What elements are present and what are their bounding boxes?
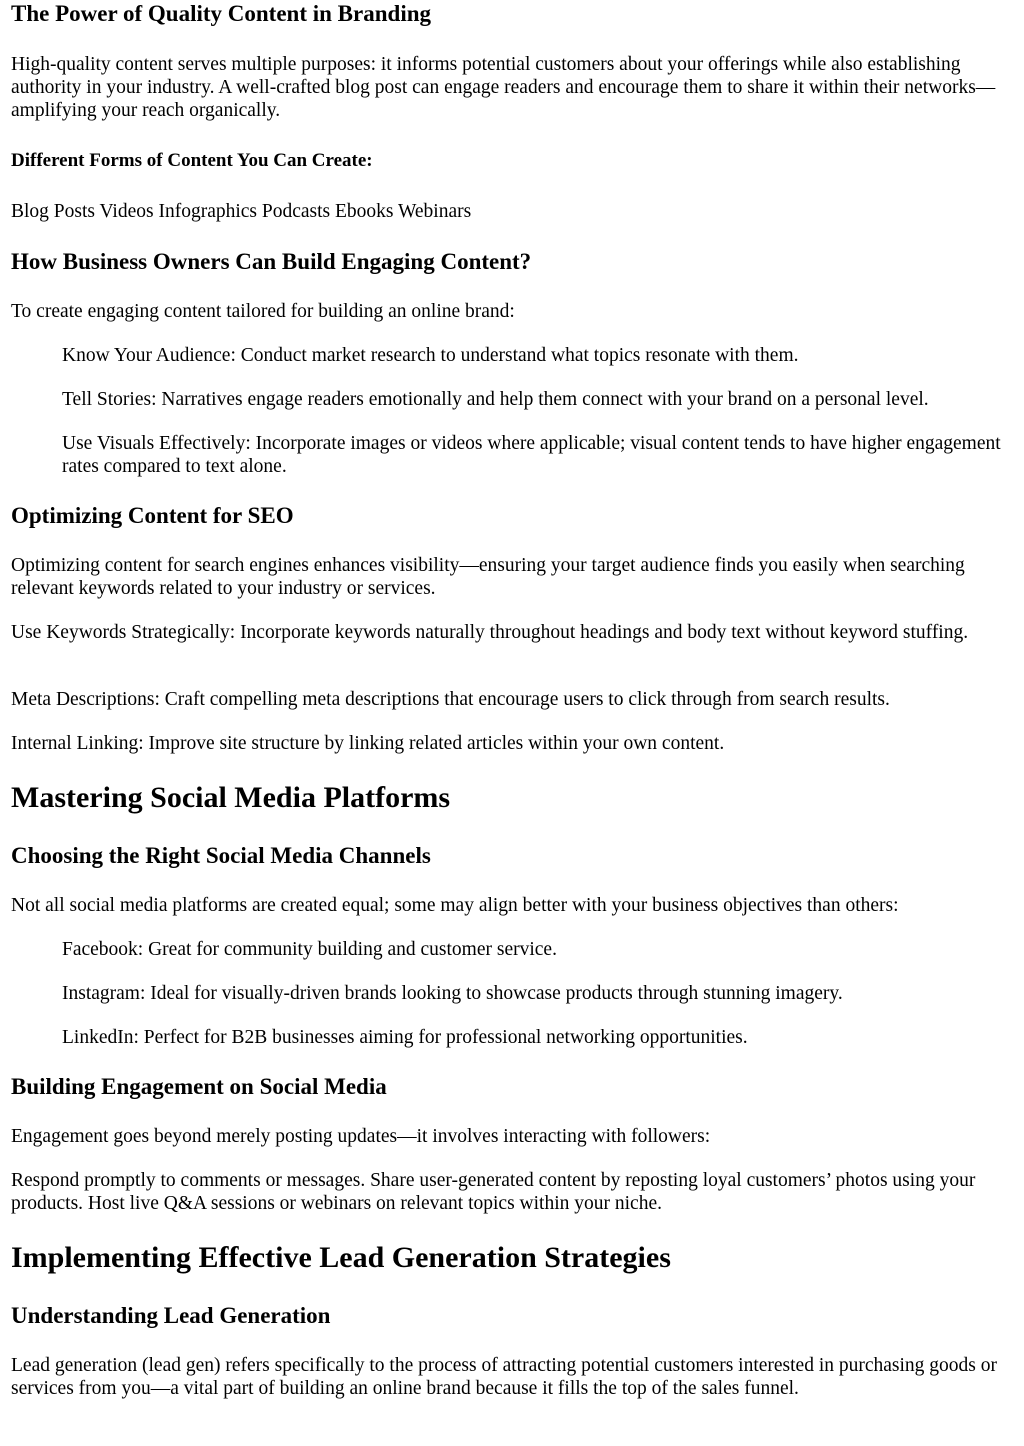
heading-lead-generation: Implementing Effective Lead Generation Strategies [11,1241,671,1274]
paragraph-seo-tip: Internal Linking: Improve site structure by linking related articles within your own content. [11,733,725,754]
list-item: Tell Stories: Narratives engage readers emotionally and help them connect with your brand on a personal level. [62,389,929,410]
heading-social-channels: Choosing the Right Social Media Channels [11,843,431,868]
heading-social-media: Mastering Social Media Platforms [11,781,451,814]
paragraph-content-forms-list: Blog Posts Videos Infographics Podcasts Ebooks Webinars [11,201,472,222]
paragraph-quality-intro: High-quality content serves multiple purposes: it informs potential customers about your offerings while also establishing authority in your industry. A well-crafted blog post can engage readers and encourage them to share it within their networks—amplifying your reach organically. [11,54,996,121]
paragraph-engagement-body: Respond promptly to comments or messages. Share user-generated content by reposting loyal customers’ photos using your products. Host live Q&A sessions or webinars on relevant topics within your niche. [11,1170,976,1214]
heading-quality-content: The Power of Quality Content in Branding [11,1,431,26]
list-item: Facebook: Great for community building and customer service. [62,939,557,960]
paragraph-engaging-intro: To create engaging content tailored for building an online brand: [11,301,515,322]
list-item: Know Your Audience: Conduct market research to understand what topics resonate with them. [62,345,799,366]
heading-content-forms: Different Forms of Content You Can Create: [11,150,373,171]
paragraph-seo-tip: Meta Descriptions: Craft compelling meta descriptions that encourage users to click through from search results. [11,689,890,710]
heading-seo: Optimizing Content for SEO [11,503,294,528]
heading-understanding-lead-gen: Understanding Lead Generation [11,1303,331,1328]
list-item: Instagram: Ideal for visually-driven brands looking to showcase products through stunning imagery. [62,983,843,1004]
paragraph-engagement-intro: Engagement goes beyond merely posting updates—it involves interacting with followers: [11,1126,711,1147]
heading-engaging-content: How Business Owners Can Build Engaging Content? [11,249,532,274]
list-item: Use Visuals Effectively: Incorporate images or videos where applicable; visual content tends to have higher engagement rates compared to text alone. [62,433,1001,477]
paragraph-lead-gen-body: Lead generation (lead gen) refers specifically to the process of attracting potential customers interested in purchasing goods or services from you—a vital part of building an online brand because it fills the top of the sales funnel. [11,1355,998,1399]
paragraph-seo-intro: Optimizing content for search engines enhances visibility—ensuring your target audience finds you easily when searching relevant keywords related to your industry or services. [11,555,965,599]
heading-social-engagement: Building Engagement on Social Media [11,1074,387,1099]
list-item: LinkedIn: Perfect for B2B businesses aiming for professional networking opportunities. [62,1027,748,1048]
paragraph-channels-intro: Not all social media platforms are created equal; some may align better with your business objectives than others: [11,895,899,916]
paragraph-seo-tip: Use Keywords Strategically: Incorporate keywords naturally throughout headings and body text without keyword stuffing. [11,622,969,643]
